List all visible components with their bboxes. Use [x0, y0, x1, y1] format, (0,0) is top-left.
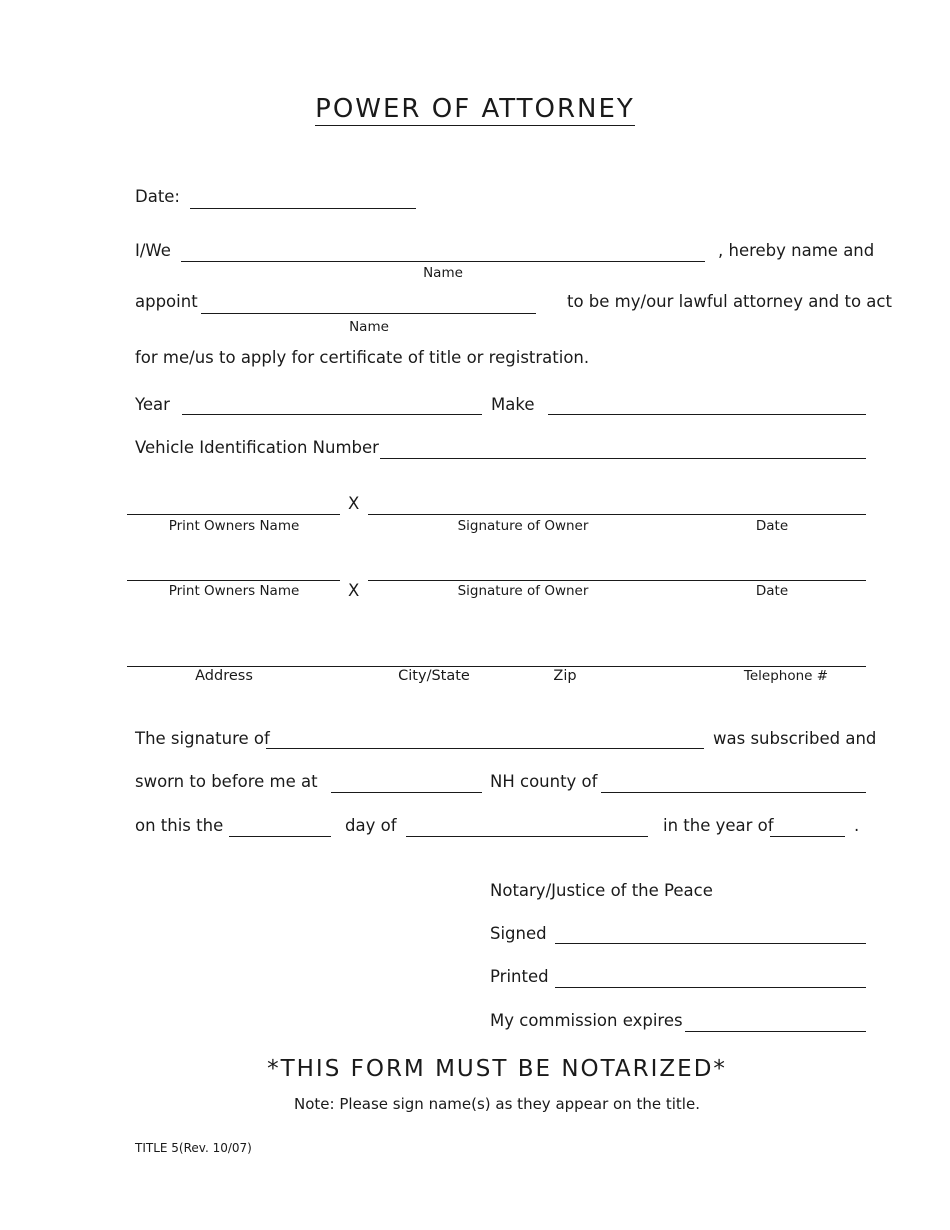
owner-2-print-field[interactable] — [127, 558, 340, 580]
owner-1-date-caption: Date — [755, 518, 789, 534]
owner-2-print-caption: Print Owners Name — [168, 583, 300, 599]
zip-caption: Zip — [553, 668, 577, 684]
sign-note: Note: Please sign name(s) as they appear on the title. — [294, 1095, 700, 1113]
county-text: NH county of — [490, 772, 598, 791]
owner-1-signature-line — [368, 514, 866, 515]
owner-1-print-field[interactable] — [127, 492, 340, 514]
day-number-field[interactable] — [229, 814, 331, 836]
printed-label: Printed — [490, 967, 549, 986]
form-title-text: POWER OF ATTORNEY — [315, 94, 635, 124]
notary-year-field[interactable] — [770, 814, 845, 836]
owner-2-signature-caption: Signature of Owner — [457, 583, 589, 599]
appoint-name-field[interactable] — [201, 291, 536, 313]
day-of-text: day of — [345, 816, 397, 835]
sworn-text: sworn to before me at — [135, 772, 318, 791]
notary-title: Notary/Justice of the Peace — [490, 881, 713, 900]
owner-1-signature-caption: Signature of Owner — [457, 518, 589, 534]
owner-1-signature-field[interactable] — [368, 492, 866, 514]
purpose-text: for me/us to apply for certificate of title or registration. — [135, 348, 590, 367]
date-field[interactable] — [190, 186, 416, 208]
year-line — [182, 414, 482, 415]
month-line — [406, 836, 648, 837]
vin-field[interactable] — [380, 436, 866, 458]
make-field[interactable] — [548, 392, 866, 414]
month-field[interactable] — [406, 814, 648, 836]
iwe-label: I/We — [135, 241, 171, 260]
owner-2-x-mark: X — [348, 581, 360, 600]
commission-line — [685, 1031, 866, 1032]
owner-2-signature-line — [368, 580, 866, 581]
period-mark: . — [854, 816, 860, 835]
form-revision-footer: TITLE 5(Rev. 10/07) — [135, 1141, 252, 1155]
owner-2-print-line — [127, 580, 340, 581]
lawful-text: to be my/our lawful attorney and to act — [567, 292, 892, 311]
county-field[interactable] — [601, 770, 866, 792]
signed-label: Signed — [490, 924, 547, 943]
signature-of-field[interactable] — [266, 726, 704, 748]
telephone-caption: Telephone # — [743, 668, 829, 684]
signature-of-line — [266, 748, 704, 749]
notary-year-line — [770, 836, 845, 837]
year-of-text: in the year of — [663, 816, 774, 835]
year-field[interactable] — [182, 392, 482, 414]
commission-field[interactable] — [685, 1009, 866, 1031]
signed-line — [555, 943, 866, 944]
address-field[interactable] — [127, 644, 866, 666]
make-line — [548, 414, 866, 415]
name-caption-2: Name — [349, 319, 389, 335]
subscribed-text: was subscribed and — [713, 729, 877, 748]
iwe-name-line — [181, 261, 705, 262]
owner-1-print-caption: Print Owners Name — [168, 518, 300, 534]
city-state-caption: City/State — [398, 668, 470, 684]
printed-line — [555, 987, 866, 988]
sworn-at-line — [331, 792, 482, 793]
vin-label: Vehicle Identification Number — [135, 438, 379, 457]
year-label: Year — [135, 395, 170, 414]
address-line — [127, 666, 866, 667]
date-line — [190, 208, 416, 209]
appoint-name-line — [201, 313, 536, 314]
printed-field[interactable] — [555, 965, 866, 987]
make-label: Make — [491, 395, 535, 414]
iwe-name-field[interactable] — [181, 239, 705, 261]
owner-1-print-line — [127, 514, 340, 515]
hereby-text: , hereby name and — [718, 241, 875, 260]
commission-label: My commission expires — [490, 1011, 683, 1030]
county-line — [601, 792, 866, 793]
address-caption: Address — [195, 668, 253, 684]
name-caption-1: Name — [423, 265, 463, 281]
notarized-notice: *THIS FORM MUST BE NOTARIZED* — [267, 1056, 727, 1082]
form-title — [0, 94, 950, 124]
appoint-label: appoint — [135, 292, 198, 311]
signed-field[interactable] — [555, 921, 866, 943]
signature-of-text: The signature of — [135, 729, 270, 748]
on-this-text: on this the — [135, 816, 224, 835]
owner-2-signature-field[interactable] — [368, 558, 866, 580]
vin-line — [380, 458, 866, 459]
owner-2-date-caption: Date — [755, 583, 789, 599]
owner-1-x-mark: X — [348, 494, 360, 513]
date-label: Date: — [135, 187, 180, 206]
day-number-line — [229, 836, 331, 837]
sworn-at-field[interactable] — [331, 770, 482, 792]
